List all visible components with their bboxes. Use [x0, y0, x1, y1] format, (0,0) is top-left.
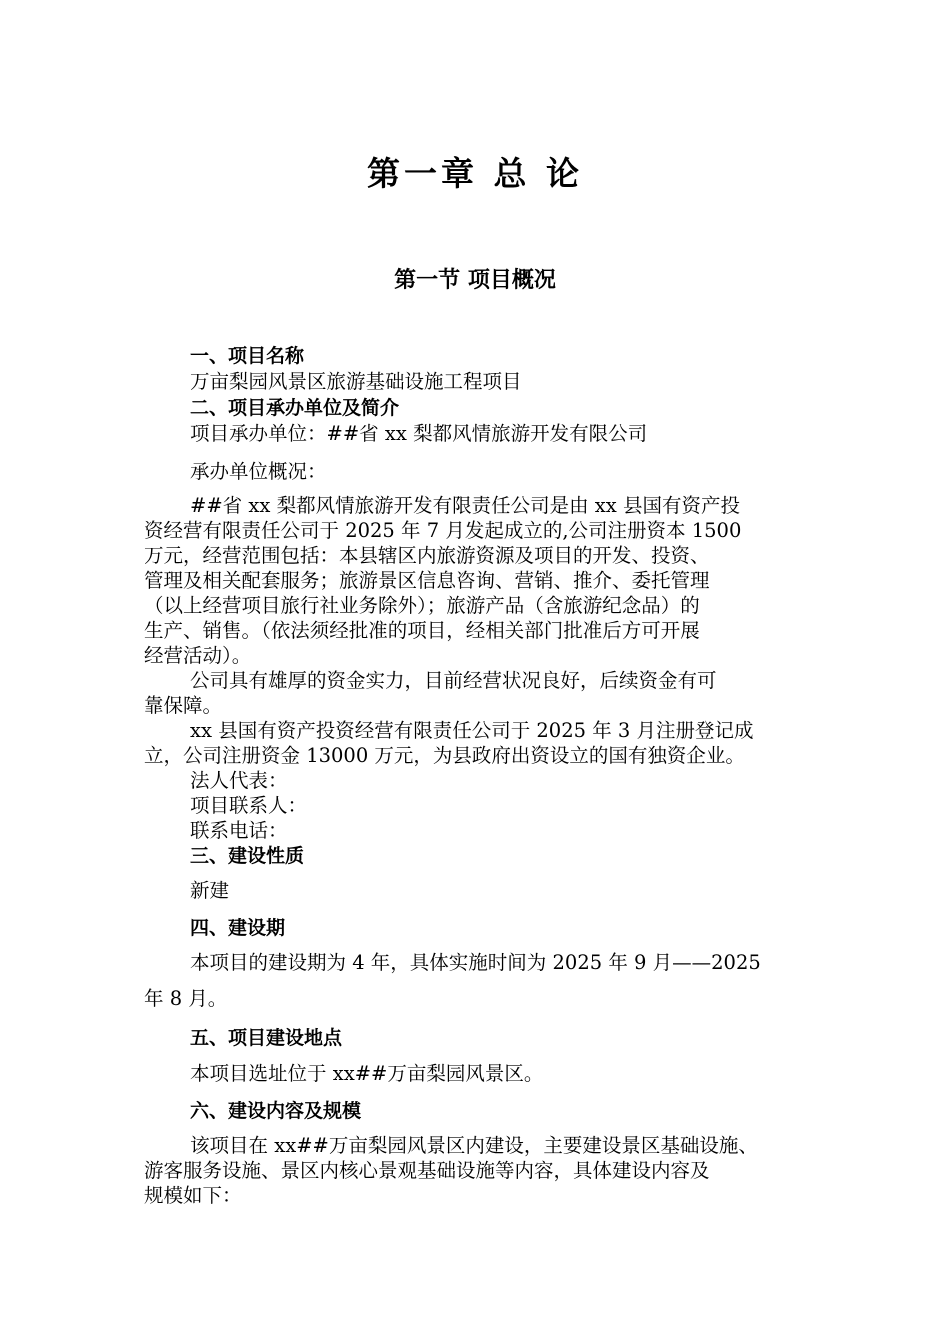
section-title: 第一节 项目概况 — [394, 268, 556, 293]
construction-nature-text: 新建 — [190, 879, 230, 902]
unit-overview-label: 承办单位概况： — [190, 460, 327, 483]
paragraph-line: ##省 xx 梨都风情旅游开发有限责任公司是由 xx 县国有资产投 — [190, 494, 740, 517]
paragraph-line: 该项目在 xx##万亩梨园风景区内建设，主要建设景区基础设施、 — [190, 1134, 758, 1157]
project-contact-label: 项目联系人： — [190, 794, 308, 817]
undertaking-unit-text: 项目承办单位：##省 xx 梨都风情旅游开发有限公司 — [190, 422, 648, 445]
heading-undertaking-unit: 二、项目承办单位及简介 — [190, 397, 400, 419]
paragraph-line: 管理及相关配套服务；旅游景区信息咨询、营销、推介、委托管理 — [144, 569, 710, 592]
legal-representative-label: 法人代表： — [190, 769, 288, 792]
paragraph-line: 万元，经营范围包括：本县辖区内旅游资源及项目的开发、投资、 — [144, 544, 710, 567]
paragraph-line: xx 县国有资产投资经营有限责任公司于 2025 年 3 月注册登记成 — [190, 719, 754, 742]
paragraph-line: 经营活动）。 — [144, 644, 252, 667]
paragraph-line: 立，公司注册资金 13000 万元，为县政府出资设立的国有独资企业。 — [144, 744, 745, 767]
heading-construction-nature: 三、建设性质 — [190, 845, 305, 867]
paragraph-line: （以上经营项目旅行社业务除外）；旅游产品（含旅游纪念品）的 — [144, 594, 700, 617]
heading-construction-period: 四、建设期 — [190, 917, 286, 939]
paragraph-line: 年 8 月。 — [144, 987, 228, 1010]
paragraph-line: 游客服务设施、景区内核心景观基础设施等内容，具体建设内容及 — [144, 1159, 710, 1182]
heading-project-name: 一、项目名称 — [190, 345, 305, 367]
paragraph-line: 规模如下： — [144, 1184, 242, 1207]
construction-site-text: 本项目选址位于 xx##万亩梨园风景区。 — [190, 1062, 544, 1085]
paragraph-line: 本项目的建设期为 4 年，具体实施时间为 2025 年 9 月——2025 — [190, 951, 761, 974]
paragraph-line: 靠保障。 — [144, 694, 223, 717]
paragraph-line: 公司具有雄厚的资金实力，目前经营状况良好，后续资金有可 — [190, 669, 717, 692]
project-name-text: 万亩梨园风景区旅游基础设施工程项目 — [190, 370, 522, 393]
heading-construction-content: 六、建设内容及规模 — [190, 1100, 362, 1122]
chapter-title: 第一章 总 论 — [367, 154, 583, 193]
paragraph-line: 资经营有限责任公司于 2025 年 7 月发起成立的,公司注册资本 1500 — [144, 519, 742, 542]
paragraph-line: 生产、销售。（依法须经批准的项目，经相关部门批准后方可开展 — [144, 619, 700, 642]
contact-phone-label: 联系电话： — [190, 819, 288, 842]
heading-construction-site: 五、项目建设地点 — [190, 1027, 343, 1049]
